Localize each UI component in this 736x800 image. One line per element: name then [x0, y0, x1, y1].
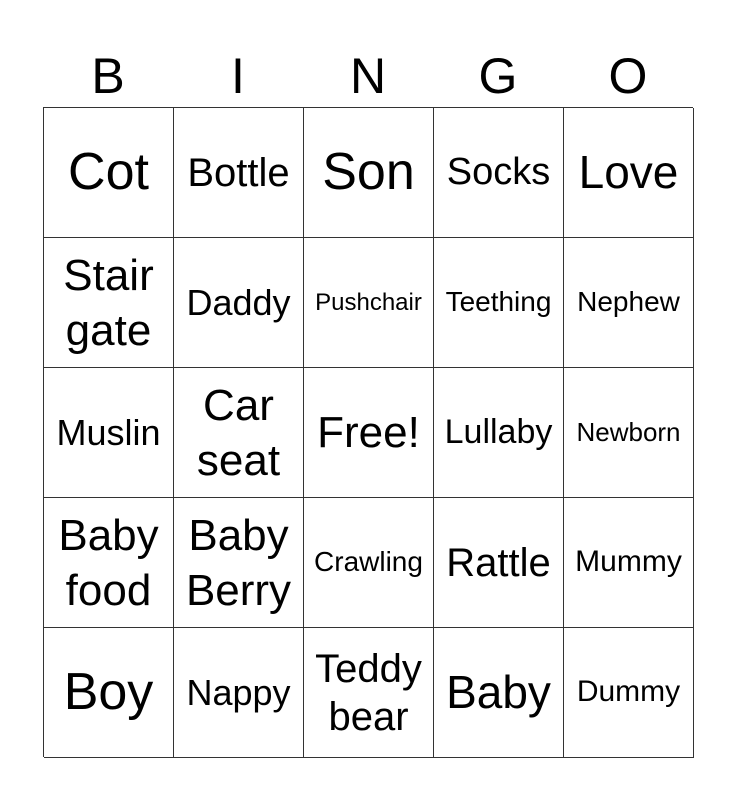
header-letter-n: N [349, 48, 387, 104]
cell-label: Muslin [56, 411, 161, 453]
bingo-cell[interactable] [564, 238, 694, 368]
header-letter-o: O [608, 48, 648, 104]
cell-label: Lullaby [444, 412, 553, 451]
cell-label: Baby [446, 665, 551, 718]
bingo-cell[interactable] [44, 628, 174, 758]
cell-label: Newborn [576, 416, 681, 447]
cell-label: Stair gate [63, 250, 154, 355]
cell-label: Socks [446, 150, 551, 193]
bingo-cell[interactable] [174, 628, 304, 758]
cell-label: Teddy bear [315, 646, 422, 739]
bingo-cell[interactable] [564, 368, 694, 498]
bingo-header [43, 40, 693, 108]
bingo-cell[interactable] [564, 498, 694, 628]
cell-label: Son [322, 142, 415, 201]
header-letter-g: G [478, 48, 518, 104]
cell-label: Teething [445, 286, 552, 318]
bingo-cell[interactable] [174, 498, 304, 628]
bingo-cell[interactable] [434, 238, 564, 368]
header-letter-b: B [91, 48, 125, 104]
bingo-cell[interactable] [304, 108, 434, 238]
bingo-cell[interactable] [434, 498, 564, 628]
cell-label: Daddy [186, 281, 291, 323]
bingo-cell[interactable] [44, 108, 174, 238]
cell-label: Love [578, 145, 679, 198]
bingo-cell[interactable] [44, 498, 174, 628]
bingo-cell[interactable] [304, 368, 434, 498]
cell-label: Car seat [196, 380, 281, 485]
cell-label: Free! [317, 408, 420, 457]
bingo-cell[interactable] [564, 108, 694, 238]
cell-label: Mummy [575, 545, 682, 579]
bingo-cell[interactable] [434, 108, 564, 238]
bingo-cell[interactable] [174, 238, 304, 368]
cell-label: Baby food [58, 510, 159, 615]
cell-label: Baby Berry [185, 510, 292, 615]
cell-label: Nephew [577, 286, 680, 318]
cell-label: Dummy [576, 675, 681, 709]
cell-label: Boy [63, 662, 154, 721]
cell-label: Nappy [186, 671, 291, 713]
cell-label: Crawling [314, 546, 423, 578]
bingo-cell[interactable] [44, 238, 174, 368]
bingo-cell[interactable] [44, 368, 174, 498]
bingo-cell[interactable] [434, 628, 564, 758]
cell-label: Cot [68, 142, 149, 201]
bingo-cell[interactable] [304, 628, 434, 758]
bingo-cell[interactable] [564, 628, 694, 758]
cell-label: Rattle [446, 540, 551, 585]
bingo-cell[interactable] [174, 368, 304, 498]
bingo-board [43, 107, 693, 757]
bingo-cell[interactable] [304, 238, 434, 368]
bingo-cell[interactable] [174, 108, 304, 238]
bingo-cell[interactable] [434, 368, 564, 498]
cell-label: Pushchair [315, 288, 422, 316]
header-letter-i: I [231, 48, 245, 104]
bingo-cell[interactable] [304, 498, 434, 628]
cell-label: Bottle [187, 150, 290, 195]
